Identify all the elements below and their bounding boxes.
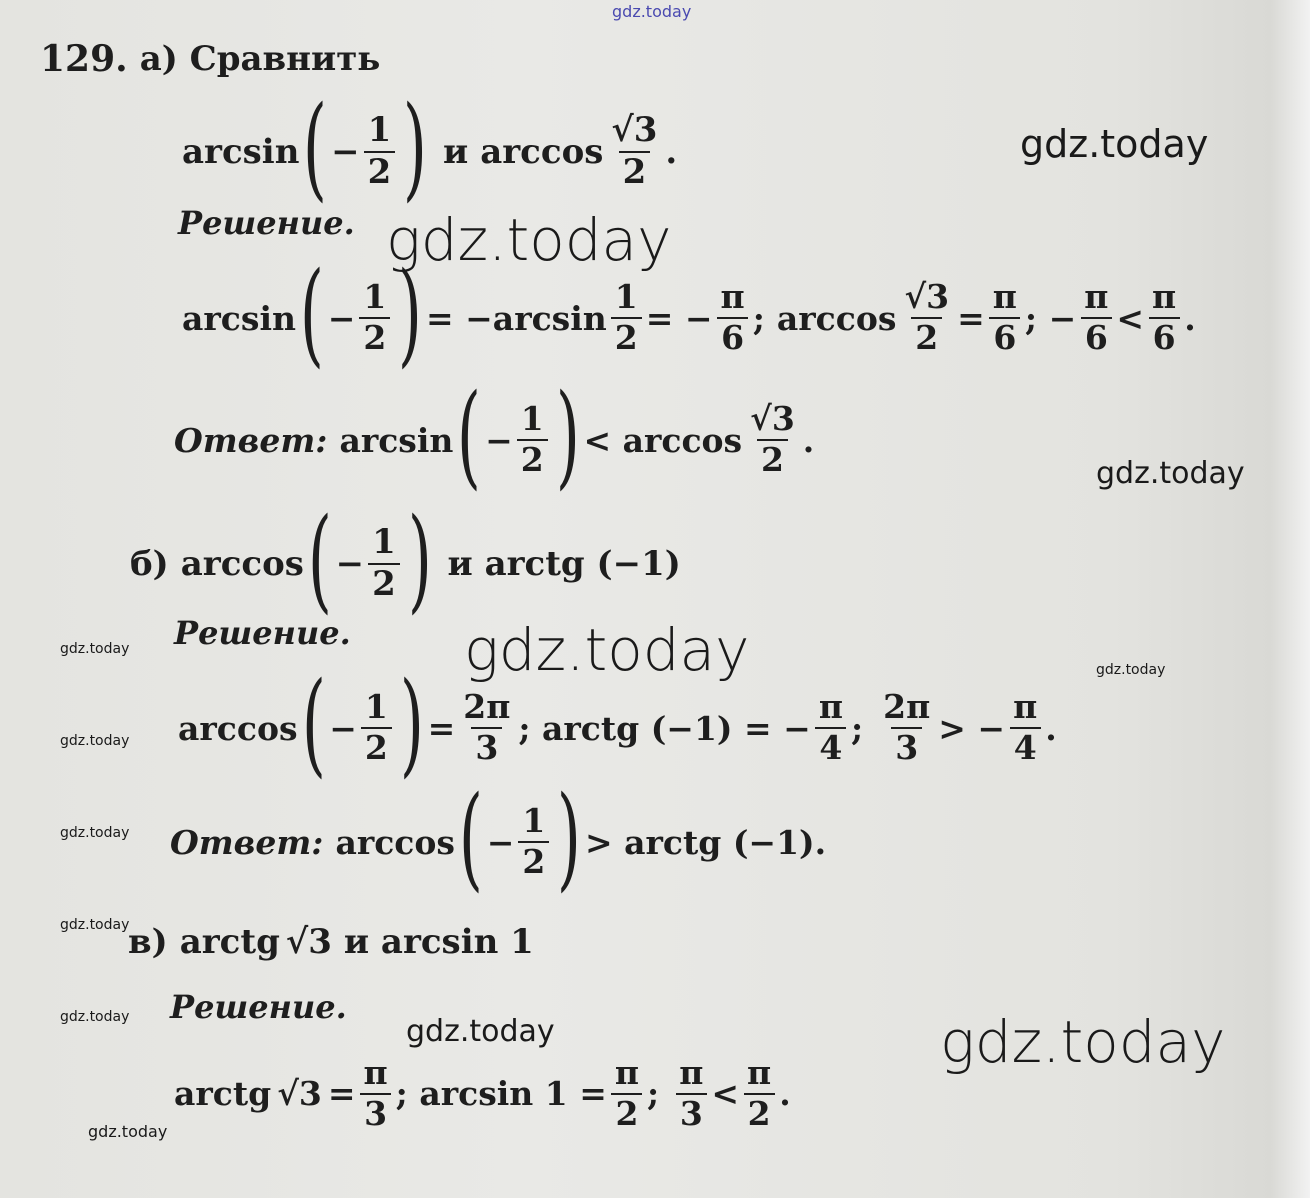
fraction	[743, 1053, 775, 1133]
denominator: 6	[717, 317, 748, 356]
fraction	[517, 399, 548, 479]
problem-header	[40, 38, 380, 80]
part-a-answer	[174, 371, 815, 501]
fraction	[360, 1053, 392, 1133]
equals-expression: ; arctg (−1) = −	[518, 708, 811, 748]
less-than-sign: <	[711, 1074, 740, 1114]
right-paren: )	[407, 495, 432, 625]
equals-sign: =	[957, 298, 985, 338]
fraction	[611, 1053, 643, 1133]
part-a-statement	[182, 83, 678, 213]
watermark: gdz.today	[60, 825, 130, 841]
denominator: 4	[815, 727, 846, 766]
answer-label: Ответ:	[170, 822, 324, 862]
watermark: gdz.today	[464, 616, 750, 684]
numerator: π	[363, 1053, 388, 1092]
minus-sign: −	[485, 420, 513, 460]
watermark: gdz.today	[1096, 456, 1245, 491]
numerator: 1	[522, 801, 546, 841]
fraction	[1080, 277, 1112, 357]
numerator: π	[992, 277, 1017, 317]
part-c-label: в)	[128, 922, 168, 962]
numerator: π	[614, 1053, 640, 1092]
function-name: arccos	[180, 544, 304, 584]
equals-expression: = −	[645, 298, 713, 338]
fraction	[900, 277, 953, 357]
denominator: 6	[1149, 317, 1180, 356]
part-a-solution	[182, 249, 1196, 379]
problem-number: 129.	[40, 38, 128, 80]
denominator: 2	[364, 151, 396, 191]
right-paren: )	[403, 83, 428, 213]
numerator: 2π	[463, 687, 511, 727]
equals-expression: = −arcsin	[426, 298, 607, 338]
period: .	[1045, 708, 1057, 748]
part-b-solution	[178, 659, 1057, 789]
left-paren: (	[301, 659, 326, 789]
part-b-solution-label: Решение.	[174, 614, 351, 652]
minus-sign: −	[335, 544, 365, 584]
denominator: 2	[517, 439, 548, 478]
minus-sign: −	[486, 822, 515, 862]
fraction	[989, 277, 1021, 357]
denominator: 3	[676, 1093, 707, 1132]
numerator: 1	[520, 399, 544, 439]
denominator: 2	[368, 563, 400, 603]
part-c-solution	[174, 1053, 791, 1133]
denominator: 2	[757, 439, 788, 478]
period: .	[665, 132, 678, 172]
function-name: arcsin	[339, 420, 454, 460]
watermark: gdz.today	[88, 1122, 168, 1141]
left-paren: (	[458, 773, 483, 903]
denominator: 2	[611, 317, 642, 356]
right-paren: )	[398, 249, 423, 379]
numerator: √3	[904, 277, 950, 317]
minus-sign: −	[327, 298, 356, 338]
numerator: 1	[364, 687, 388, 727]
separator: ; −	[1024, 298, 1077, 338]
fraction	[361, 687, 392, 767]
left-paren: (	[457, 371, 482, 501]
left-paren: (	[307, 495, 332, 625]
denominator: 2	[518, 841, 549, 880]
left-paren: (	[303, 83, 328, 213]
watermark: gdz.today	[60, 1009, 130, 1025]
comparison: < arccos	[583, 420, 743, 460]
fraction	[607, 110, 661, 192]
watermark: gdz.today	[60, 917, 130, 933]
separator: ;	[850, 708, 864, 748]
answer-rest: > arctg (−1).	[585, 822, 827, 862]
numerator: √3	[611, 110, 658, 151]
watermark: gdz.today	[1096, 662, 1166, 678]
numerator: π	[747, 1053, 772, 1092]
equals-sign: =	[327, 1074, 356, 1114]
denominator: 2	[359, 317, 390, 356]
fraction	[717, 277, 749, 357]
watermark: gdz.today	[940, 1008, 1226, 1076]
fraction	[518, 801, 549, 881]
numerator: 1	[614, 277, 638, 317]
header-watermark: gdz.today	[612, 2, 692, 21]
part-b-label: б)	[130, 544, 169, 584]
part-a-label: а) Сравнить	[139, 39, 381, 79]
numerator: π	[818, 687, 843, 727]
function-name: arctg	[179, 922, 280, 962]
numerator: 1	[367, 110, 392, 151]
part-c-solution-label: Решение.	[170, 988, 347, 1026]
answer-label: Ответ:	[174, 420, 328, 460]
function-name: arccos	[178, 708, 298, 748]
part-c-statement	[128, 922, 534, 962]
statement-rest: и arctg (−1)	[447, 544, 681, 584]
minus-sign: −	[331, 132, 360, 172]
conjunction: и	[443, 132, 469, 172]
fraction	[746, 399, 799, 479]
fraction	[364, 110, 396, 192]
statement-rest: и arcsin 1	[343, 922, 534, 962]
watermark: gdz.today	[60, 733, 130, 749]
denominator: 6	[989, 317, 1020, 356]
square-root: √3	[277, 1074, 322, 1114]
period: .	[802, 420, 815, 460]
denominator: 3	[471, 727, 502, 766]
numerator: 2π	[883, 687, 931, 727]
function-name: arctg	[174, 1074, 272, 1114]
fraction	[368, 522, 400, 604]
greater-than-sign: > −	[938, 708, 1006, 748]
less-than-sign: <	[1116, 298, 1145, 338]
watermark: gdz.today	[1020, 122, 1209, 166]
watermark: gdz.today	[406, 1014, 555, 1049]
function-name: arccos	[480, 132, 604, 172]
function-name: arcsin	[182, 132, 300, 172]
denominator: 4	[1010, 727, 1041, 766]
denominator: 2	[911, 317, 942, 356]
part-a-solution-label: Решение.	[178, 204, 355, 242]
denominator: 3	[360, 1093, 391, 1132]
watermark: gdz.today	[60, 641, 130, 657]
equals-sign: =	[427, 708, 456, 748]
fraction	[879, 687, 934, 767]
separator: ;	[647, 1074, 660, 1114]
denominator: 2	[619, 151, 651, 191]
numerator: π	[1084, 277, 1109, 317]
denominator: 2	[361, 727, 392, 766]
right-paren: )	[557, 773, 582, 903]
fraction	[459, 687, 514, 767]
fraction	[1009, 687, 1041, 767]
numerator: √3	[750, 399, 795, 439]
function-name: arcsin	[182, 298, 296, 338]
denominator: 6	[1081, 317, 1112, 356]
minus-sign: −	[329, 708, 357, 748]
denominator: 2	[744, 1093, 775, 1132]
fraction	[815, 687, 847, 767]
period: .	[1184, 298, 1196, 338]
left-paren: (	[299, 249, 324, 379]
numerator: π	[1013, 687, 1038, 727]
function-name: arccos	[335, 822, 455, 862]
numerator: π	[679, 1053, 704, 1092]
function-name: arccos	[776, 298, 897, 338]
watermark: gdz.today	[386, 206, 672, 274]
fraction	[359, 277, 390, 357]
numerator: 1	[363, 277, 387, 317]
fraction	[675, 1053, 707, 1133]
numerator: π	[1152, 277, 1177, 317]
equals-expression: ; arcsin 1 =	[395, 1074, 607, 1114]
fraction	[611, 277, 642, 357]
denominator: 3	[891, 727, 922, 766]
right-paren: )	[555, 371, 580, 501]
denominator: 2	[611, 1093, 642, 1132]
square-root: √3	[285, 922, 332, 962]
right-paren: )	[399, 659, 424, 789]
part-b-statement	[130, 495, 681, 625]
part-b-answer	[170, 773, 827, 903]
period: .	[779, 1074, 791, 1114]
fraction	[1148, 277, 1180, 357]
numerator: 1	[372, 522, 396, 563]
separator: ;	[752, 298, 765, 338]
numerator: π	[720, 277, 745, 317]
